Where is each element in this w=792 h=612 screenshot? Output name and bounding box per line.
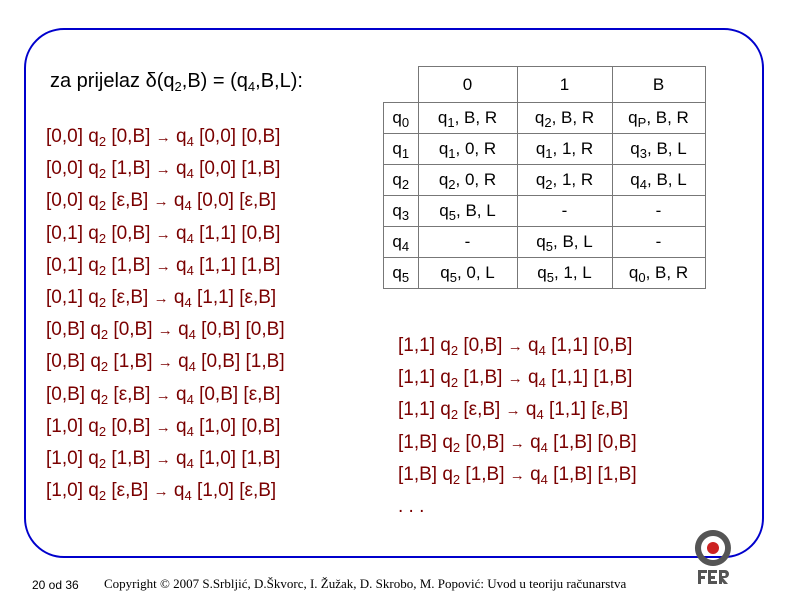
table-row xyxy=(384,258,706,289)
transition-line: [0,B] $q_2$ $[1,B] \to q_4$ [0,B] [1,B] xyxy=(46,351,285,375)
arrow-icon: → xyxy=(155,225,171,243)
transition-line: [1,1] $q_2$ $[0,B] \to q_4$ [1,1] [0,B] xyxy=(398,335,633,358)
table-header-row xyxy=(384,67,706,103)
transition-cell: $q_P$, B, R xyxy=(612,103,705,134)
transition-line: [0,1] $q_2$ $[\varepsilon,B] \to q_4$ [1,1] [ε,B] xyxy=(46,287,277,311)
arrow-icon: → xyxy=(509,466,525,484)
table-row xyxy=(384,227,706,258)
transition-line: [1,B] $q_2$ $[1,B] \to q_4$ [1,B] [1,B] xyxy=(398,463,637,487)
transition-cell: $q_5$, B, L xyxy=(517,227,612,258)
state-label: $q_5$ xyxy=(384,258,419,289)
column-header: B xyxy=(612,67,705,103)
arrow-icon: → xyxy=(153,290,169,308)
transition-cell: $q_3$, B, L xyxy=(612,134,705,165)
copyright-text: Copyright © 2007 S.Srbljić, D.Škvorc, I. Žužak, D. Skrobo, M. Popović: Uvod u teoriju računarstva xyxy=(104,576,627,591)
column-header: 0 xyxy=(418,67,517,103)
transition-line: [0,B] $q_2$ $[0,B] \to q_4$ [0,B] [0,B] xyxy=(46,319,285,343)
transition-line: [0,0] $q_2$ $[1,B] \to q_4$ [0,0] [1,B] xyxy=(46,158,281,182)
table-corner xyxy=(384,67,419,103)
arrow-icon: → xyxy=(153,483,169,501)
transition-line: [1,0] $q_2$ $[\varepsilon,B] \to q_4$ [1,0] [ε,B] xyxy=(46,480,277,504)
transition-line: [0,0] $q_2$ $[\varepsilon,B] \to q_4$ [0,0] [ε,B] xyxy=(46,190,277,214)
transition-cell: - xyxy=(612,196,705,227)
transition-cell: $q_5$, 0, L xyxy=(418,258,517,289)
transition-table xyxy=(383,66,706,289)
state-label: $q_1$ xyxy=(384,134,419,165)
state-label: $q_4$ xyxy=(384,227,419,258)
transition-line: [1,0] $q_2$ $[0,B] \to q_4$ [1,0] [0,B] xyxy=(46,415,281,439)
ellipsis: . . . xyxy=(398,496,425,518)
arrow-icon: → xyxy=(155,129,171,146)
transition-cell: $q_2$, 1, R xyxy=(517,165,612,196)
transition-cell: $q_4$, B, L xyxy=(612,165,705,196)
transition-line: [1,1] $q_2$ $[\varepsilon,B] \to q_4$ [1,1] [ε,B] xyxy=(398,399,629,423)
table-row xyxy=(384,134,706,165)
transition-cell: $q_1$, B, R xyxy=(418,103,517,134)
transition-line: [1,B] $q_2$ $[0,B] \to q_4$ [1,B] [0,B] xyxy=(398,431,637,455)
left-transition-list xyxy=(46,121,285,507)
state-label: $q_2$ xyxy=(384,165,419,196)
arrow-icon: → xyxy=(157,322,173,340)
arrow-icon: → xyxy=(155,257,171,275)
table-row xyxy=(384,196,706,227)
state-label: $q_3$ xyxy=(384,196,419,227)
arrow-icon: → xyxy=(155,451,171,469)
transition-line: [0,1] $q_2$ $[1,B] \to q_4$ [1,1] [1,B] xyxy=(46,254,281,278)
table-row xyxy=(384,165,706,196)
transition-cell: $q_0$, B, R xyxy=(612,258,705,289)
page-number: 20 od 36 xyxy=(32,578,79,592)
transition-heading: za prijelaz $\delta(q_2,B) = (q_4,B,L)$: xyxy=(50,70,303,94)
transition-line: [1,0] $q_2$ $[1,B] \to q_4$ [1,0] [1,B] xyxy=(46,448,281,472)
transition-cell: $q_1$, 0, R xyxy=(418,134,517,165)
arrow-icon: → xyxy=(507,370,523,388)
transition-cell: $q_5$, B, L xyxy=(418,196,517,227)
arrow-icon: → xyxy=(507,338,523,355)
right-transition-list xyxy=(398,330,637,522)
transition-cell: - xyxy=(418,227,517,258)
column-header: 1 xyxy=(517,67,612,103)
transition-cell: - xyxy=(612,227,705,258)
arrow-icon: → xyxy=(155,418,171,436)
fer-logo xyxy=(690,526,736,596)
arrow-icon: → xyxy=(155,386,171,404)
arrow-icon: → xyxy=(153,193,169,211)
transition-line: [0,0] $q_2$ $[0,B] \to q_4$ [0,0] [0,B] xyxy=(46,126,281,149)
transition-cell: $q_2$, B, R xyxy=(517,103,612,134)
arrow-icon: → xyxy=(505,402,521,420)
transition-line: [0,1] $q_2$ $[0,B] \to q_4$ [1,1] [0,B] xyxy=(46,222,281,246)
transition-cell: - xyxy=(517,196,612,227)
table-row xyxy=(384,103,706,134)
state-label: $q_0$ xyxy=(384,103,419,134)
transition-line: [0,B] $q_2$ $[\varepsilon,B] \to q_4$ [0,B] [ε,B] xyxy=(46,383,281,407)
arrow-icon: → xyxy=(157,354,173,372)
delta-symbol: δ xyxy=(145,70,157,92)
transition-line: [1,1] $q_2$ $[1,B] \to q_4$ [1,1] [1,B] xyxy=(398,367,633,391)
transition-cell: $q_2$, 0, R xyxy=(418,165,517,196)
arrow-icon: → xyxy=(509,434,525,452)
transition-cell: $q_1$, 1, R xyxy=(517,134,612,165)
arrow-icon: → xyxy=(155,161,171,179)
transition-cell: $q_5$, 1, L xyxy=(517,258,612,289)
